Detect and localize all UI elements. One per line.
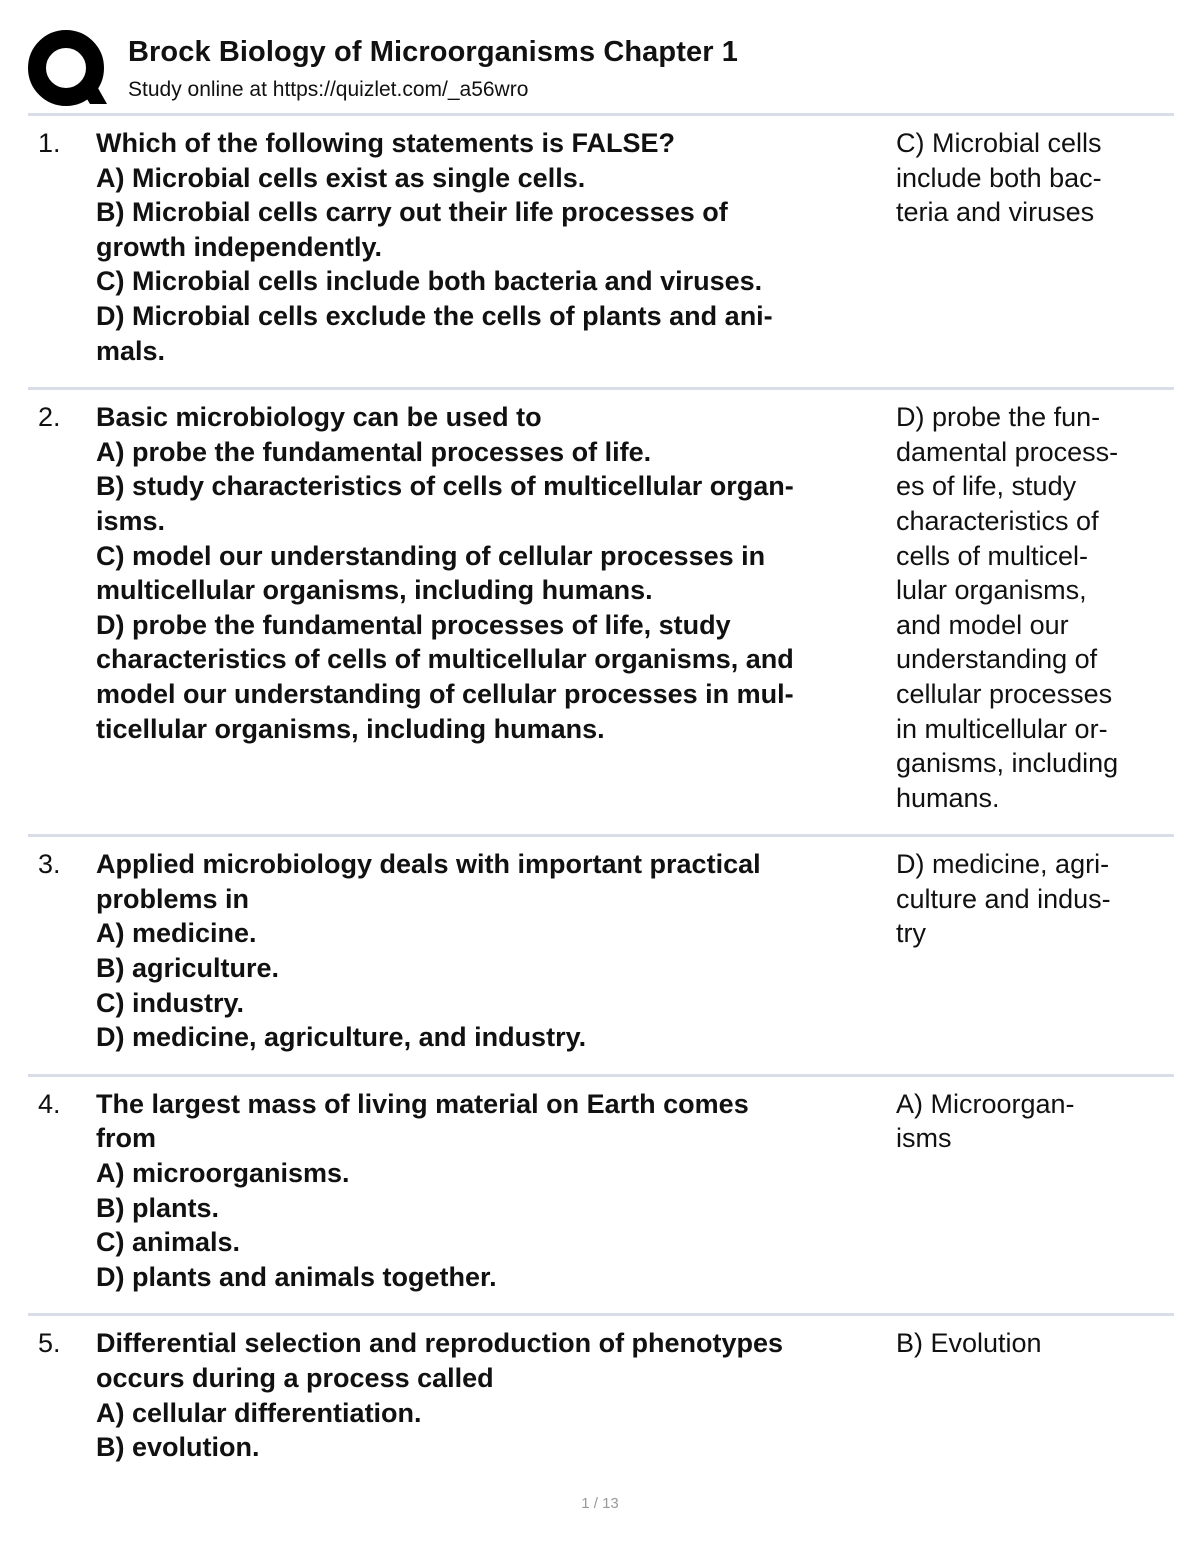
flashcard <box>28 116 1174 390</box>
definition-line: es of life, study <box>896 471 1077 502</box>
term-line: model our understanding of cellular processes in mul- <box>96 678 794 709</box>
definition-line: culture and indus- <box>896 883 1111 914</box>
flashcard <box>28 1077 1174 1317</box>
definition-line: isms <box>896 1123 952 1154</box>
card-number: 2. <box>38 402 61 433</box>
definition-line: ganisms, including <box>896 748 1119 779</box>
flashcard <box>28 390 1174 837</box>
card-term <box>96 126 896 368</box>
page-header <box>28 28 1174 112</box>
card-term <box>96 400 896 815</box>
card-definition <box>896 1326 1166 1464</box>
term-line: Applied microbiology deals with important practical <box>96 849 761 880</box>
card-definition <box>896 1087 1166 1295</box>
term-line: C) Microbial cells include both bacteria and viruses. <box>96 266 763 297</box>
card-definition <box>896 400 1166 815</box>
term-line: B) Microbial cells carry out their life processes of <box>96 197 728 228</box>
definition-line: A) Microorgan- <box>896 1088 1075 1119</box>
term-line: A) probe the fundamental processes of life. <box>96 436 652 467</box>
term-line: The largest mass of living material on Earth comes <box>96 1088 749 1119</box>
term-line: B) evolution. <box>96 1432 260 1463</box>
page-title: Brock Biology of Microorganisms Chapter 1 <box>128 36 738 68</box>
term-line: mals. <box>96 335 166 366</box>
card-number: 3. <box>38 849 61 880</box>
definition-line: cells of multicel- <box>896 540 1089 571</box>
definition-line: characteristics of <box>896 505 1099 536</box>
term-line: Which of the following statements is FALSE? <box>96 128 676 158</box>
card-definition <box>896 126 1166 368</box>
term-line: B) study characteristics of cells of multicellular organ- <box>96 471 794 502</box>
term-line: Basic microbiology can be used to <box>96 402 542 433</box>
term-line: D) probe the fundamental processes of life, study <box>96 609 731 640</box>
term-line: problems in <box>96 883 250 914</box>
term-line: C) animals. <box>96 1227 241 1258</box>
study-link-text: Study online at https://quizlet.com/_a56wro <box>128 78 529 101</box>
term-line: C) industry. <box>96 987 244 1018</box>
card-number: 5. <box>38 1328 61 1359</box>
definition-line: C) Microbial cells <box>896 128 1102 158</box>
term-line: B) plants. <box>96 1192 220 1223</box>
definition-line: teria and viruses <box>896 197 1095 228</box>
card-definition <box>896 847 1166 1055</box>
definition-line: in multicellular or- <box>896 713 1108 744</box>
term-line: C) model our understanding of cellular processes in <box>96 540 766 571</box>
term-line: A) medicine. <box>96 918 257 949</box>
term-line: from <box>96 1123 156 1154</box>
definition-line: cellular processes <box>896 678 1113 709</box>
term-line: Differential selection and reproduction of phenotypes <box>96 1328 784 1359</box>
flashcard <box>28 837 1174 1077</box>
definition-line: D) medicine, agri- <box>896 849 1110 880</box>
definition-line: damental process- <box>896 436 1119 467</box>
term-line: D) plants and animals together. <box>96 1261 497 1292</box>
definition-line: try <box>896 918 926 949</box>
definition-line: understanding of <box>896 644 1098 675</box>
term-line: A) Microbial cells exist as single cells. <box>96 162 586 193</box>
definition-line: and model our <box>896 609 1069 640</box>
card-term <box>96 1326 896 1464</box>
term-line: occurs during a process called <box>96 1363 494 1393</box>
term-line: ticellular organisms, including humans. <box>96 713 605 744</box>
term-line: D) Microbial cells exclude the cells of plants and ani- <box>96 300 773 331</box>
term-line: A) microorganisms. <box>96 1158 350 1189</box>
term-line: D) medicine, agriculture, and industry. <box>96 1022 587 1053</box>
quizlet-q-logo-icon <box>28 28 112 112</box>
flashcard <box>28 1316 1174 1483</box>
term-line: B) agriculture. <box>96 953 280 984</box>
definition-line: B) Evolution <box>896 1328 1042 1359</box>
definition-line: D) probe the fun- <box>896 402 1101 433</box>
term-line: characteristics of cells of multicellular organisms, and <box>96 644 794 675</box>
term-line: A) cellular differentiation. <box>96 1397 422 1428</box>
term-line: growth independently. <box>96 231 382 262</box>
card-number: 4. <box>38 1088 61 1119</box>
flashcard-list <box>28 116 1174 1484</box>
card-term <box>96 847 896 1055</box>
definition-line: lular organisms, <box>896 575 1087 606</box>
card-number: 1. <box>38 128 61 158</box>
page-indicator: 1 / 13 <box>581 1495 619 1512</box>
definition-line: include both bac- <box>896 162 1102 193</box>
definition-line: humans. <box>896 782 1000 813</box>
card-term <box>96 1087 896 1295</box>
term-line: isms. <box>96 505 166 536</box>
term-line: multicellular organisms, including humans. <box>96 575 653 606</box>
